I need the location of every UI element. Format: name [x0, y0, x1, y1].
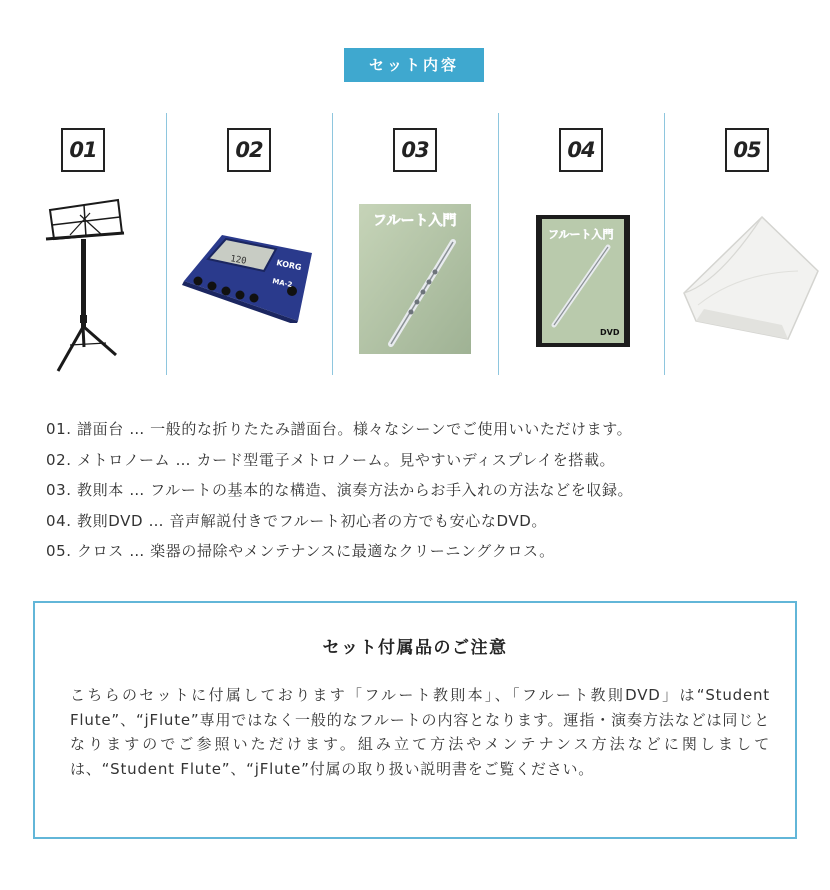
music-stand-image — [40, 195, 130, 375]
list-item: 05. クロス … 楽器の掃除やメンテナンスに最適なクリーニングクロス。 — [46, 542, 555, 560]
list-item: 04. 教則DVD … 音声解説付きでフルート初心者の方でも安心なDVD。 — [46, 511, 547, 530]
notice-body: こちらのセットに付属しております「フルート教則本」、「フルート教則DVD」は“Student Flute”、“jFlute”専用ではなく一般的なフルートの内容となります。運指・演奏方法などは同じとなりますのでご参照いただけます。組み立て方法やメンテナンス方法などに関しましては、“Student Flute”、“jFlute”付属の取り扱い説明書をご覧ください。 — [70, 686, 770, 778]
notice-title: セット付属品のご注意 — [322, 638, 508, 658]
item-music-stand — [0, 113, 166, 375]
item-dvd — [498, 113, 664, 375]
dvd-logo: DVD — [600, 328, 620, 337]
dvd-image — [536, 215, 630, 347]
book-title: フルート入門 — [373, 213, 457, 229]
set-contents-grid — [0, 113, 830, 375]
dvd-title: フルート入門 — [548, 228, 614, 241]
list-item: 01. 譜面台 … 一般的な折りたたみ譜面台。様々なシーンでご使用いいただけます。 — [46, 420, 633, 438]
item-number: 03 — [393, 128, 437, 172]
item-number: 04 — [559, 128, 603, 172]
notice-box — [33, 601, 797, 839]
item-cleaning-cloth — [664, 113, 830, 375]
textbook-image — [359, 204, 471, 354]
item-description-list — [46, 418, 633, 571]
metronome-model: MA-2 — [271, 277, 293, 290]
svg-text:120: 120 — [229, 254, 248, 267]
cloth-image — [678, 213, 824, 343]
item-textbook — [332, 113, 498, 375]
metronome-brand: KORG — [275, 258, 303, 273]
section-title-badge: セット内容 — [344, 48, 484, 82]
item-metronome — [166, 113, 332, 375]
item-number: 01 — [61, 128, 105, 172]
list-item: 02. メトロノーム … カード型電子メトロノーム。見やすいディスプレイを搭載。 — [46, 450, 616, 469]
metronome-image — [180, 231, 320, 323]
item-number: 02 — [227, 128, 271, 172]
list-item: 03. 教則本 … フルートの基本的な構造、演奏方法からお手入れの方法などを収録。 — [46, 481, 634, 499]
item-number: 05 — [725, 128, 769, 172]
